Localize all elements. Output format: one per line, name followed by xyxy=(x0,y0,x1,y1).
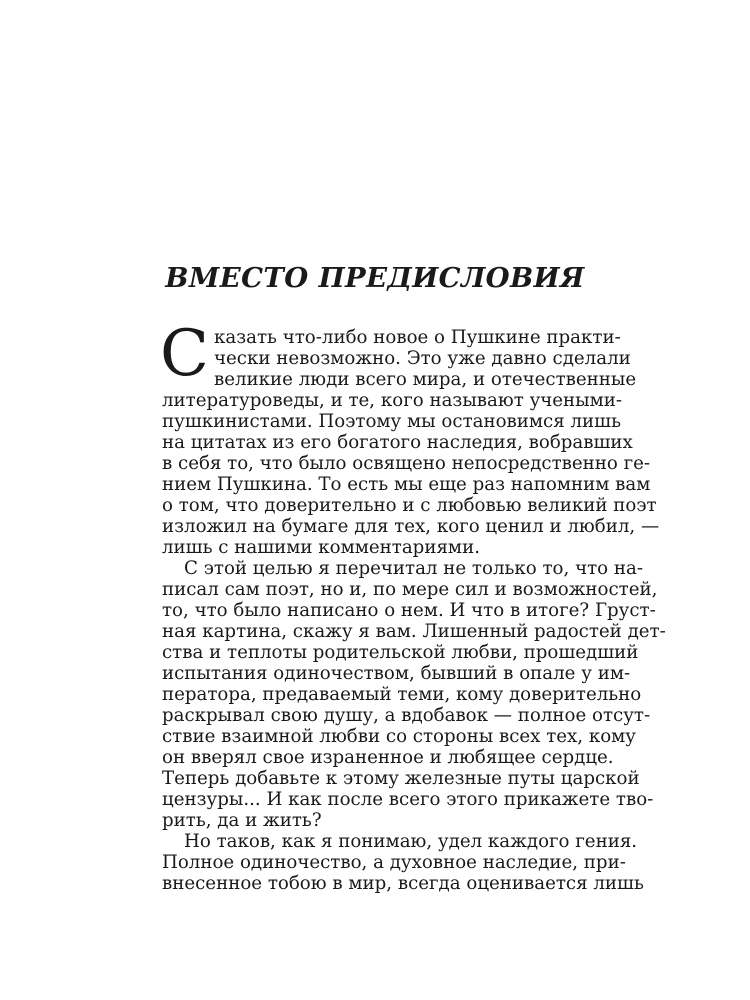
text-line: на цитатах из его богатого наследия, вобравших xyxy=(162,432,633,453)
text-line: раскрывал свою душу, а вдобавок — полное отсут- xyxy=(162,705,651,726)
text-line: цензуры... И как после всего этого прикажете тво- xyxy=(162,789,654,810)
text-line: пушкинистами. Поэтому мы остановимся лишь xyxy=(162,411,621,432)
text-line: ператора, предаваемый теми, кому доверительно xyxy=(162,684,642,705)
text-line: великие люди всего мира, и отечественные xyxy=(214,369,637,390)
text-line: Но таков, как я понимаю, удел каждого гения. xyxy=(184,831,638,852)
text-line: внесенное тобою в мир, всегда оценивается лишь xyxy=(162,873,644,894)
text-line: испытания одиночеством, бывший в опале у им- xyxy=(162,663,631,684)
text-line: казать что-либо новое о Пушкине практи- xyxy=(214,327,621,348)
text-line: Теперь добавьте к этому железные путы царской xyxy=(162,768,640,789)
text-line: он вверял свое израненное и любящее сердце. xyxy=(162,747,614,768)
text-line: лишь с нашими комментариями. xyxy=(162,537,480,558)
drop-cap-letter: С xyxy=(160,317,209,392)
text-line: чески невозможно. Это уже давно сделали xyxy=(214,348,631,369)
text-line: С этой целью я перечитал не только то, что на- xyxy=(184,558,643,579)
text-line: в себя то, что было освящено непосредственно ге- xyxy=(162,453,651,474)
text-line: рить, да и жить? xyxy=(162,810,322,831)
text-line: литературоведы, и те, кого называют учеными- xyxy=(162,390,623,411)
text-line: ствие взаимной любви со стороны всех тех, кому xyxy=(162,726,637,747)
text-line: нием Пушкина. То есть мы еще раз напомним вам xyxy=(162,474,651,495)
text-line: ства и теплоты родительской любви, прошедший xyxy=(162,642,639,663)
text-line: то, что было написано о нем. И что в итоге? Груст- xyxy=(162,600,656,621)
text-line: писал сам поэт, но и, по мере сил и возможностей, xyxy=(162,579,658,600)
chapter-title: ВМЕСТО ПРЕДИСЛОВИЯ xyxy=(165,262,585,294)
text-line: ная картина, скажу я вам. Лишенный радостей дет- xyxy=(162,621,666,642)
text-line: Полное одиночество, а духовное наследие, при- xyxy=(162,852,626,873)
text-line: о том, что доверительно и с любовью великий поэт xyxy=(162,495,657,516)
text-line: изложил на бумаге для тех, кого ценил и любил, — xyxy=(162,516,660,537)
